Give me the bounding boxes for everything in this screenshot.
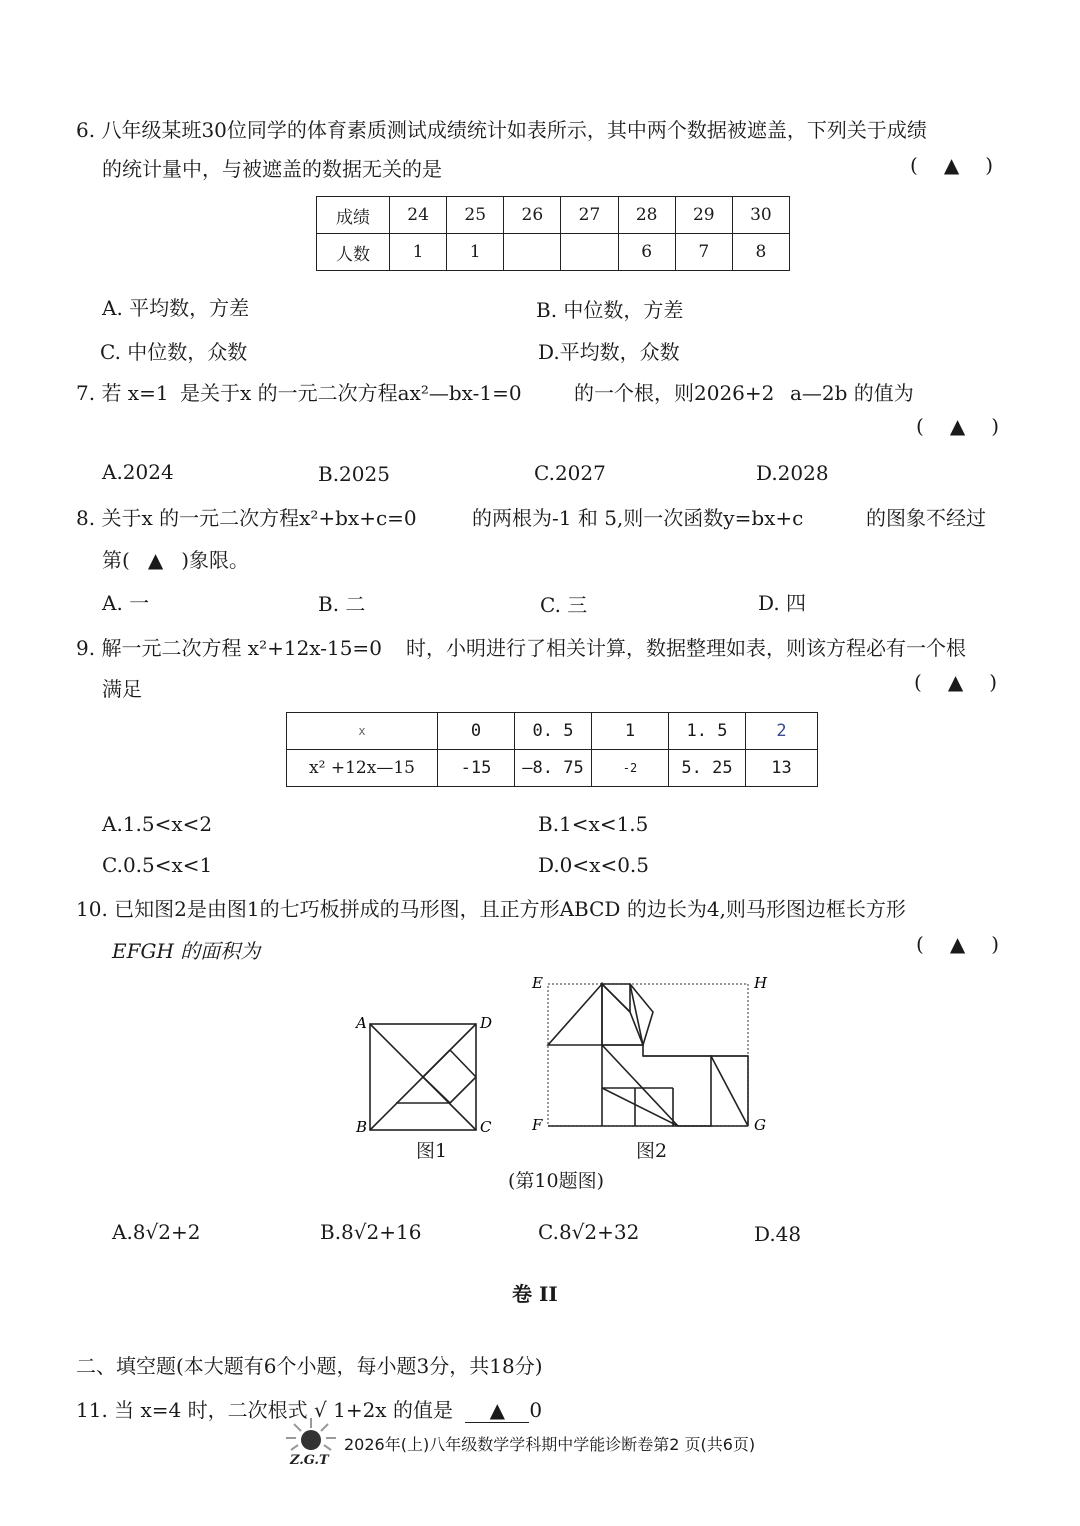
q9-cell: 0. 5 — [515, 713, 592, 750]
q6-line1: 6. 八年级某班30位同学的体育素质测试成绩统计如表所示，其中两个数据被遮盖，下列关于成绩 — [76, 118, 927, 142]
q6-cell: 26 — [504, 197, 561, 234]
q9-cell: 13 — [746, 750, 818, 787]
q10-option-b: B.8√2+16 — [320, 1220, 422, 1244]
q6-cell: 7 — [675, 234, 732, 271]
fill-in-heading: 二、填空题(本大题有6个小题，每小题3分，共18分) — [76, 1354, 543, 1378]
q8-line1-c: 的图象不经过 — [866, 506, 986, 530]
q9-option-d: D.0<x<0.5 — [538, 853, 650, 877]
q9-cell: —8. 75 — [515, 750, 592, 787]
q7-option-a: A.2024 — [102, 460, 174, 484]
q7-line1-c: 的一个根，则2026+2 — [574, 381, 775, 405]
q6-option-c: C. 中位数，众数 — [100, 340, 248, 364]
q6-cell: 30 — [732, 197, 789, 234]
q9-row1-header: x — [287, 713, 438, 750]
q9-value-table — [286, 712, 818, 787]
q8-option-c: C. 三 — [540, 593, 588, 617]
q11-line: 11. 当 x=4 时，二次根式 √ 1+2x 的值是 ▲ 0 — [76, 1398, 543, 1422]
fig2-label-f: F — [532, 1116, 543, 1132]
answer-triangle-icon: ▲ — [147, 548, 164, 572]
q9-answer-bracket: ( ▲ ) — [914, 670, 998, 694]
fig1-label-a: A — [356, 1014, 367, 1032]
q7-option-c: C.2027 — [534, 461, 606, 485]
answer-triangle-icon: ▲ — [947, 670, 964, 694]
q8-line1-a: 8. 关于x 的一元二次方程x²+bx+c=0 — [76, 506, 417, 530]
q10-option-a: A.8√2+2 — [112, 1220, 201, 1244]
logo-text: Z.G.T — [290, 1453, 329, 1468]
answer-triangle-icon: ▲ — [489, 1398, 505, 1422]
q9-cell: 2 — [746, 713, 818, 750]
q6-cell: 27 — [561, 197, 618, 234]
q9-cell: 0 — [438, 713, 515, 750]
q8-option-b: B. 二 — [318, 592, 366, 616]
q6-cell: 29 — [675, 197, 732, 234]
q10-option-d: D.48 — [754, 1222, 802, 1246]
q10-option-c: C.8√2+32 — [538, 1220, 640, 1244]
q6-cell: 8 — [732, 234, 789, 271]
fig1-label-c: C — [480, 1118, 492, 1136]
q11-answer-blank — [465, 1398, 529, 1423]
tangram-horse-figure — [528, 972, 778, 1132]
q9-line1-b: 时，小明进行了相关计算，数据整理如表，则该方程必有一个根 — [406, 636, 966, 660]
answer-triangle-icon: ▲ — [949, 932, 966, 956]
q8-option-d: D. 四 — [758, 591, 807, 615]
page-footer: 2026年(上)八年级数学学科期中学能诊断卷第2 页(共6页) — [344, 1435, 756, 1454]
q9-cell: 1 — [592, 713, 669, 750]
q9-cell: -15 — [438, 750, 515, 787]
q6-cell: 6 — [618, 234, 675, 271]
q8-line2: 第( ▲ )象限。 — [102, 548, 250, 572]
q9-row2-header: x² +12x—15 — [287, 750, 438, 787]
q9-line1-a: 9. 解一元二次方程 x²+12x-15=0 — [76, 636, 382, 660]
q10-line1: 10. 已知图2是由图1的七巧板拼成的马形图，且正方形ABCD 的边长为4,则马形图边框长方形 — [76, 897, 906, 921]
q7-option-b: B.2025 — [318, 462, 390, 486]
fig1-label-d: D — [480, 1014, 493, 1032]
q7-option-d: D.2028 — [756, 461, 829, 485]
q6-answer-bracket: ( ▲ ) — [910, 153, 994, 177]
q6-cell: 25 — [447, 197, 504, 234]
q6-row1-header: 成绩 — [317, 197, 390, 234]
q6-option-b: B. 中位数，方差 — [536, 298, 684, 322]
q10-figure-caption: (第10题图) — [508, 1170, 605, 1192]
q6-cell — [504, 234, 561, 271]
fig2-label-g: G — [754, 1116, 766, 1132]
tangram-square-figure — [350, 1010, 500, 1140]
q9-option-b: B.1<x<1.5 — [538, 812, 649, 836]
fig2-label-e: E — [532, 974, 543, 992]
q6-score-table — [316, 196, 790, 271]
publisher-logo-icon — [282, 1416, 340, 1468]
q10-answer-bracket: ( ▲ ) — [916, 932, 1000, 956]
q9-option-a: A.1.5<x<2 — [102, 812, 213, 836]
fig2-caption: 图2 — [636, 1140, 668, 1162]
fig2-label-h: H — [754, 974, 768, 992]
q6-option-d: D.平均数，众数 — [538, 340, 680, 364]
q10-line2: EFGH 的面积为 — [112, 939, 261, 963]
section-2-title: 卷 II — [512, 1282, 558, 1306]
q9-cell: -2 — [592, 750, 669, 787]
q6-row2-header: 人数 — [317, 234, 390, 271]
q7-line1-d: a—2b 的值为 — [790, 381, 914, 405]
q9-line2: 满足 — [102, 677, 142, 701]
q6-line2: 的统计量中，与被遮盖的数据无关的是 — [102, 157, 442, 181]
q6-option-a: A. 平均数，方差 — [102, 296, 250, 320]
q6-cell: 1 — [447, 234, 504, 271]
answer-triangle-icon: ▲ — [943, 153, 960, 177]
q7-line1-a: 7. 若 x=1 — [76, 381, 169, 405]
q6-cell: 24 — [390, 197, 447, 234]
answer-triangle-icon: ▲ — [949, 414, 966, 438]
q7-line1-b: 是关于x 的一元二次方程ax²—bx-1=0 — [180, 381, 522, 405]
q8-option-a: A. 一 — [102, 591, 150, 615]
q8-line1-b: 的两根为-1 和 5,则一次函数y=bx+c — [472, 506, 804, 530]
fig1-caption: 图1 — [416, 1140, 448, 1162]
q7-answer-bracket: ( ▲ ) — [916, 414, 1000, 438]
q6-cell: 28 — [618, 197, 675, 234]
q9-option-c: C.0.5<x<1 — [102, 853, 213, 877]
q6-cell: 1 — [390, 234, 447, 271]
q9-cell: 5. 25 — [669, 750, 746, 787]
q6-cell — [561, 234, 618, 271]
q9-cell: 1. 5 — [669, 713, 746, 750]
fig1-label-b: B — [356, 1118, 368, 1136]
